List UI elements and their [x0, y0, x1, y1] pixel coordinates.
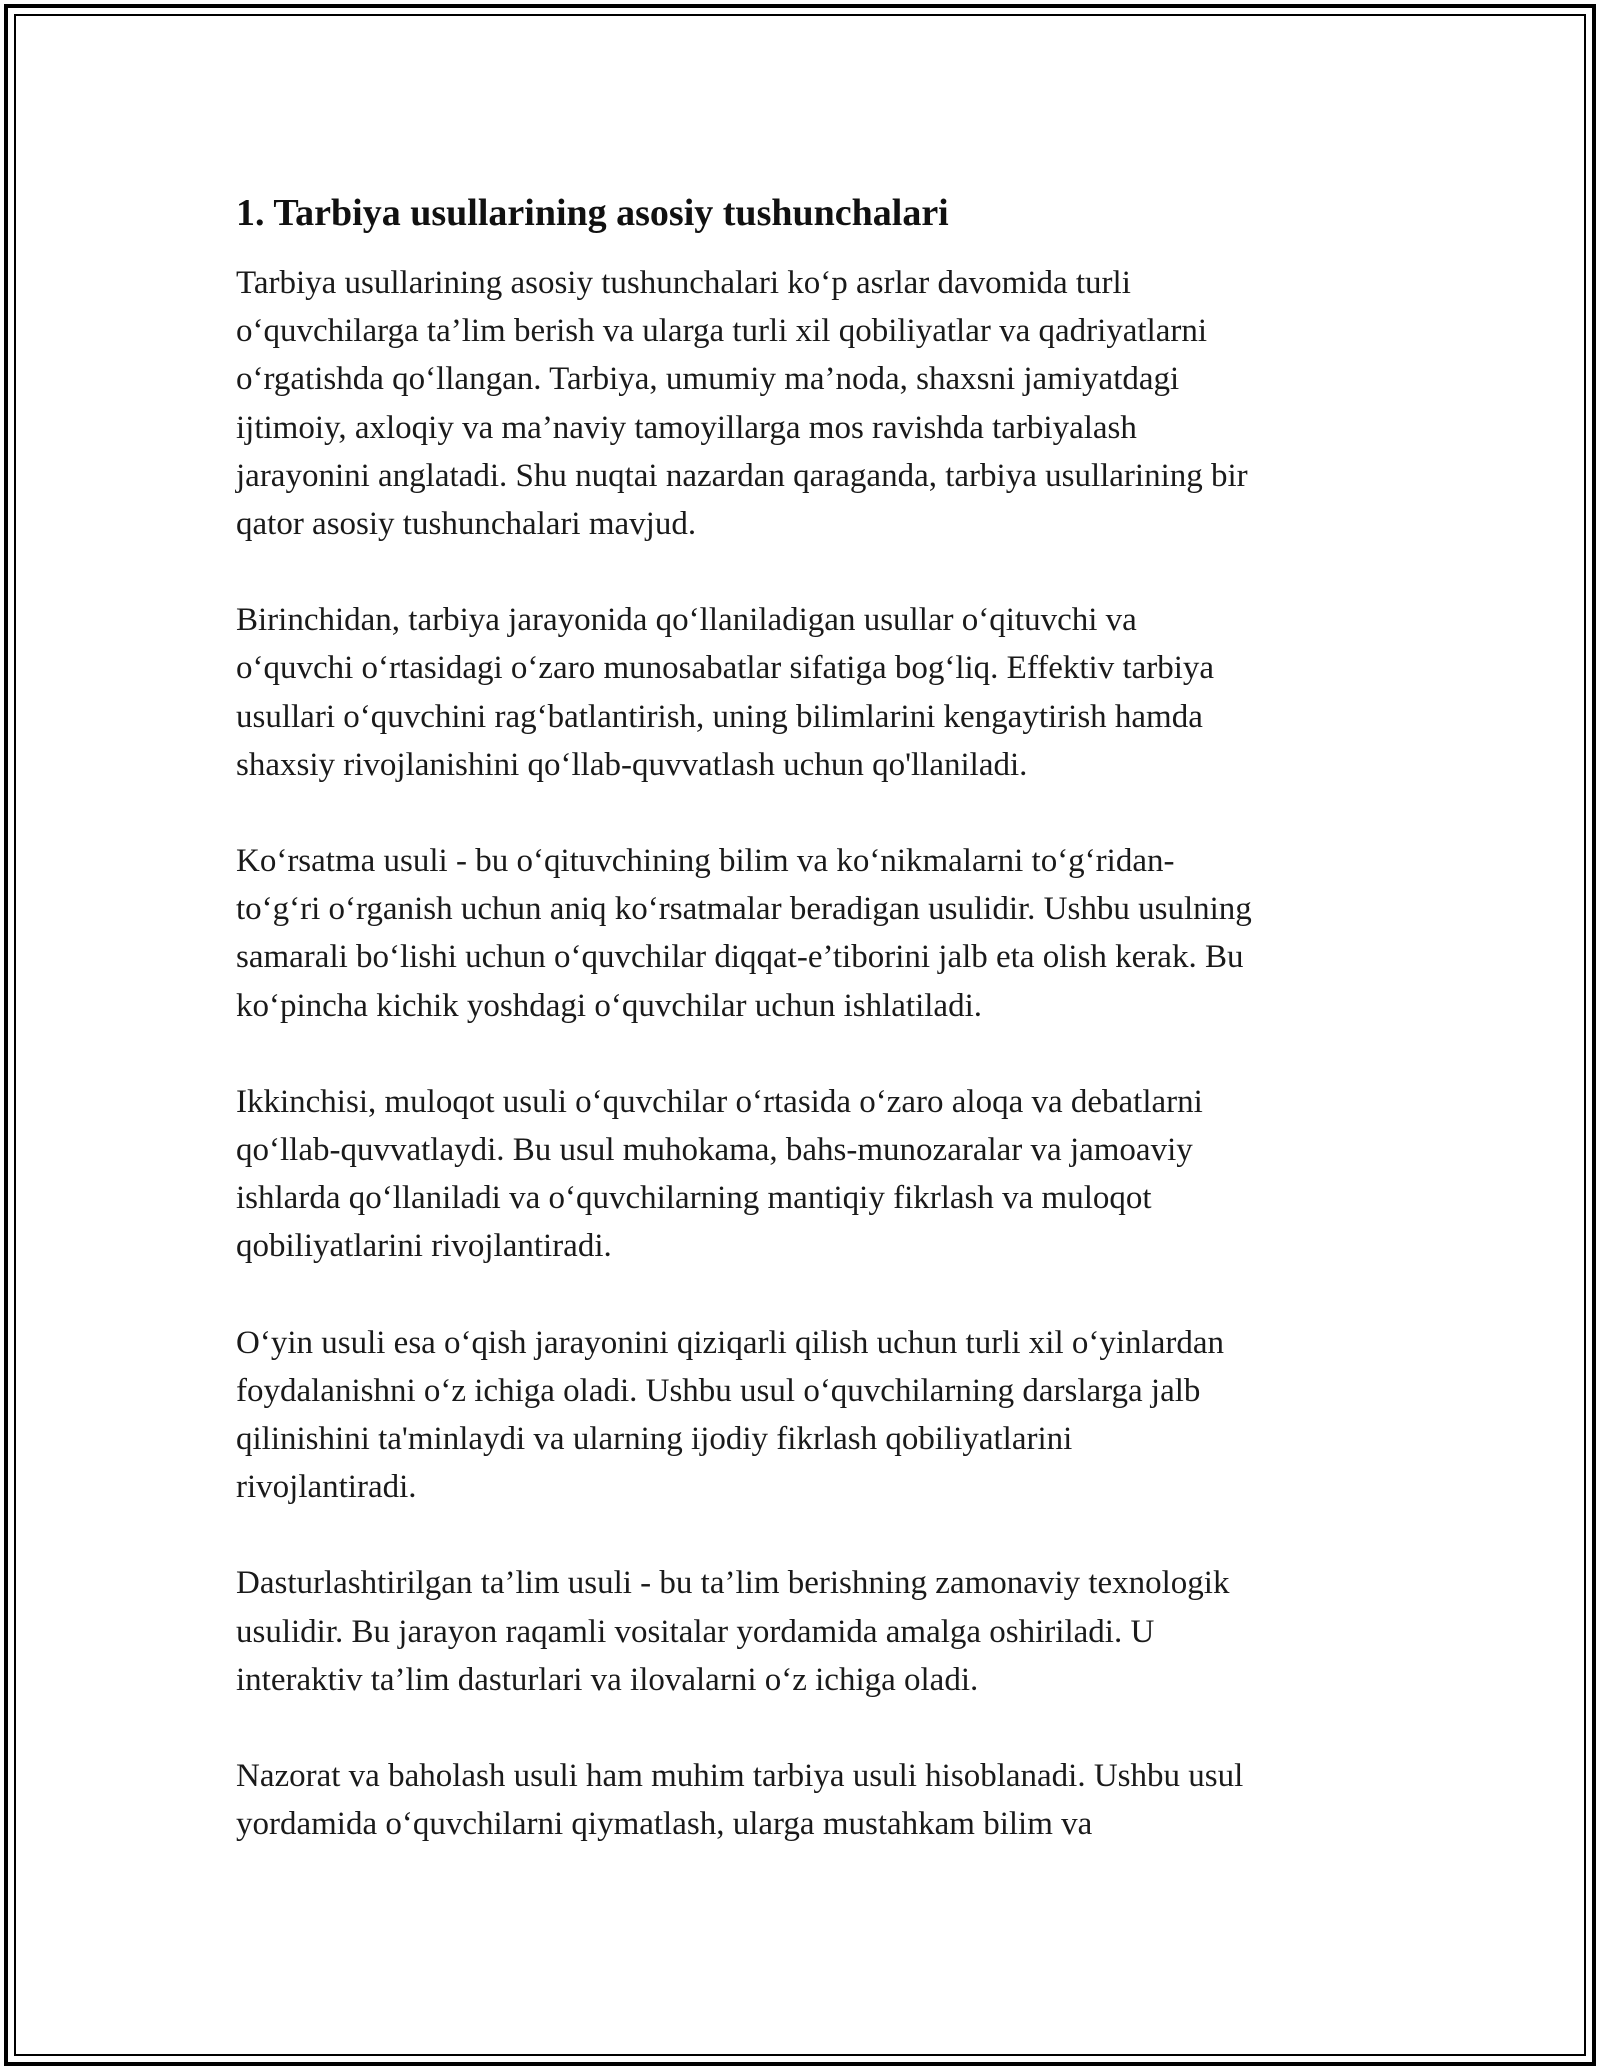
text-line: Dasturlashtirilgan ta’lim usuli - bu ta’lim berishning zamonaviy texnologik	[236, 1565, 1230, 1602]
text-line: samarali bo‘lishi uchun o‘quvchilar diqqat-e’tiborini jalb eta olish kerak. Bu	[236, 939, 1244, 976]
text-line: interaktiv ta’lim dasturlari va ilovalarni o‘z ichiga oladi.	[236, 1661, 979, 1698]
paragraph-dasturlashtirilgan	[236, 1559, 1386, 1704]
text-line: Tarbiya usullarining asosiy tushunchalari ko‘p asrlar davomida turli	[236, 265, 1131, 301]
text-line: qo‘llab-quvvatlaydi. Bu usul muhokama, bahs-munozaralar va jamoaviy	[236, 1132, 1193, 1169]
text-line: rivojlantiradi.	[236, 1469, 417, 1506]
text-line: o‘rgatishda qo‘llangan. Tarbiya, umumiy ma’noda, shaxsni jamiyatdagi	[236, 361, 1180, 398]
text-line: o‘quvchi o‘rtasidagi o‘zaro munosabatlar sifatiga bog‘liq. Effektiv tarbiya	[236, 650, 1215, 687]
paragraph-korsatma	[236, 837, 1386, 1030]
paragraph-intro	[236, 259, 1386, 548]
paragraph-nazorat	[236, 1752, 1386, 1848]
document-body	[236, 185, 1386, 1896]
text-line: Birinchidan, tarbiya jarayonida qo‘llaniladigan usullar o‘qituvchi va	[236, 602, 1137, 639]
text-line: shaxsiy rivojlanishini qo‘llab-quvvatlash uchun qo'llaniladi.	[236, 746, 1028, 783]
text-line: Nazorat va baholash usuli ham muhim tarbiya usuli hisoblanadi. Ushbu usul	[236, 1758, 1244, 1795]
text-line: yordamida o‘quvchilarni qiymatlash, ularga mustahkam bilim va	[236, 1806, 1093, 1843]
text-line: o‘quvchilarga ta’lim berish va ularga turli xil qobiliyatlar va qadriyatlarni	[236, 313, 1208, 350]
text-line: jarayonini anglatadi. Shu nuqtai nazardan qaraganda, tarbiya usullarining bir	[236, 457, 1248, 494]
text-line: Ikkinchisi, muloqot usuli o‘quvchilar o‘rtasida o‘zaro aloqa va debatlarni	[236, 1083, 1203, 1120]
paragraph-muloqot	[236, 1078, 1386, 1271]
text-line: O‘yin usuli esa o‘qish jarayonini qiziqarli qilish uchun turli xil o‘yinlardan	[236, 1324, 1224, 1361]
text-line: Ko‘rsatma usuli - bu o‘qituvchining bilim va ko‘nikmalarni to‘g‘ridan-	[236, 843, 1175, 880]
text-line: usulidir. Bu jarayon raqamli vositalar yordamida amalga oshiriladi. U	[236, 1613, 1155, 1650]
text-line: usullari o‘quvchini rag‘batlantirish, uning bilimlarini kengaytirish hamda	[236, 698, 1203, 735]
text-line: ko‘pincha kichik yoshdagi o‘quvchilar uchun ishlatiladi.	[236, 987, 982, 1024]
section-heading: 1. Tarbiya usullarining asosiy tushunchalari	[236, 192, 949, 234]
paragraph-birinchidan	[236, 596, 1386, 789]
text-line: qilinishini ta'minlaydi va ularning ijodiy fikrlash qobiliyatlarini	[236, 1421, 1073, 1458]
paragraph-oyin	[236, 1319, 1386, 1512]
text-line: qator asosiy tushunchalari mavjud.	[236, 506, 697, 543]
text-line: to‘g‘ri o‘rganish uchun aniq ko‘rsatmalar beradigan usulidir. Ushbu usulning	[236, 891, 1252, 928]
text-line: foydalanishni o‘z ichiga oladi. Ushbu usul o‘quvchilarning darslarga jalb	[236, 1372, 1201, 1409]
text-line: ishlarda qo‘llaniladi va o‘quvchilarning mantiqiy fikrlash va muloqot	[236, 1180, 1152, 1217]
text-line: ijtimoiy, axloqiy va ma’naviy tamoyillarga mos ravishda tarbiyalash	[236, 409, 1137, 446]
text-line: qobiliyatlarini rivojlantiradi.	[236, 1228, 612, 1265]
